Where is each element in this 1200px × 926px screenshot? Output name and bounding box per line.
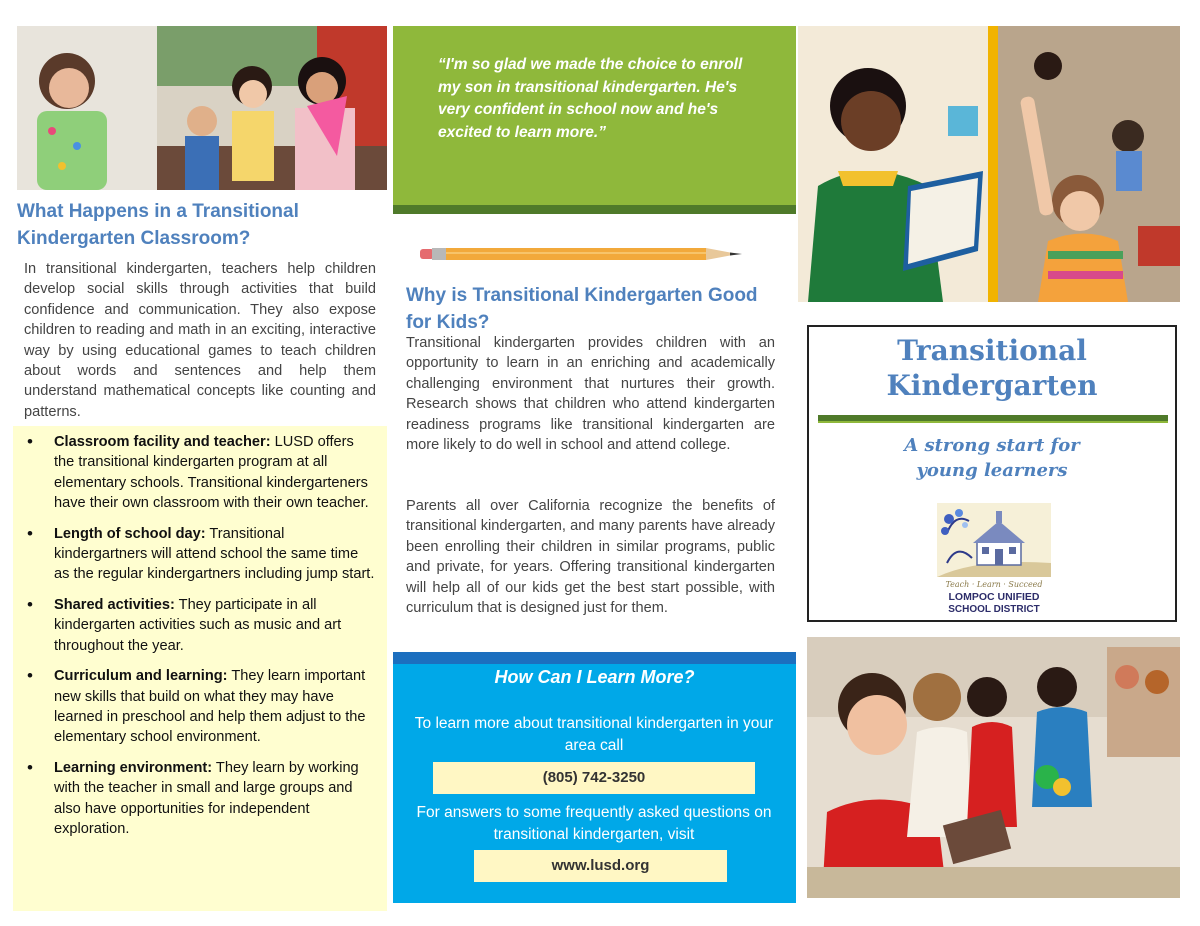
title-divider [818, 415, 1168, 423]
bullet-list [27, 432, 377, 839]
classroom-photo-girls-and-teacher [17, 26, 387, 190]
benefits-paragraph-1: Transitional kindergarten provides children with an opportunity to learn in an enriching and academically challenging environment that nurtures their growth. Research shows that children who attend kindergarten readiness programs like transitional kindergarten are more likely to do well in school and attend college. [406, 335, 775, 454]
pencil-icon [420, 244, 746, 264]
parent-quote: “I'm so glad we made the choice to enroll my son in transitional kindergarten. He's very confident in school now and he's excited to learn more.” [438, 56, 743, 141]
learn-call-text: To learn more about transitional kindergarten in your area call [414, 715, 774, 754]
title-line-2: Kindergarten [886, 369, 1098, 402]
learn-more-title: How Can I Learn More? [494, 667, 695, 687]
logo-name-line-2: SCHOOL DISTRICT [948, 604, 1040, 615]
quote-band [393, 205, 796, 214]
tagline [809, 433, 1175, 483]
middle-heading: Why is Transitional Kindergarten Good for Kids? [406, 285, 758, 333]
tagline-line-1: A strong start for [904, 435, 1080, 456]
list-item [27, 758, 377, 839]
list-item [27, 666, 377, 747]
bullet-title: Length of school day: [54, 525, 206, 542]
list-item [27, 524, 377, 585]
list-item [27, 432, 377, 513]
bullet-text: They participate in all kindergarten activities such as music and art throughout the year. [54, 597, 342, 654]
logo-motto: Teach · Learn · Succeed [945, 580, 1043, 589]
bullet-text: Transitional kindergartners will attend school the same time as the regular kindergartners including jump start. [54, 525, 375, 583]
bullet-text: They learn by working with the teacher in small and large groups and also have opportunities for independent exploration. [54, 760, 359, 838]
lusd-logo [937, 503, 1051, 617]
bullet-box [13, 426, 387, 911]
list-item [27, 595, 377, 656]
program-title [809, 333, 1175, 403]
title-line-1: Transitional [897, 334, 1087, 367]
children-music-class-photo [807, 637, 1180, 898]
reading-boy-and-raised-hand-photo [798, 26, 1180, 302]
benefits-paragraph-2: Parents all over California recognize the benefits of transitional kindergarten, and many parents have already been enrolling their children in similar programs, public and private, for years. Offering transitional kindergarten will help all of our kids get the best start possible, with curriculum that is designed just for them. [406, 498, 775, 617]
learn-more-band [393, 652, 796, 664]
tagline-line-2: young learners [916, 460, 1068, 481]
bullet-title: Shared activities: [54, 597, 175, 614]
bullet-title: Learning environment: [54, 760, 213, 777]
bullet-title: Classroom facility and teacher: [54, 434, 271, 450]
learn-faq-text: For answers to some frequently asked questions on transitional kindergarten, visit [416, 804, 772, 843]
bullet-title: Curriculum and learning: [54, 668, 228, 685]
left-heading: What Happens in a Transitional Kindergarten Classroom? [17, 201, 299, 249]
title-panel [807, 325, 1177, 622]
phone-number[interactable]: (805) 742-3250 [433, 762, 755, 794]
website-link[interactable]: www.lusd.org [474, 850, 727, 882]
bullet-text: LUSD offers the transitional kindergarten program at all elementary schools. Transitional kindergarteners have their own classroom with their own teacher. [54, 434, 369, 511]
left-intro-paragraph: In transitional kindergarten, teachers help children develop social skills through activities that build confidence and communication. They also expose children to reading and math in an exciting, interactive way by using educational games to teach children about words and sentences and help them understand mathematical concepts like counting and patterns. [24, 261, 376, 420]
bullet-text: They learn important new skills that build on what they may have learned in preschool and help them adjust to the elementary school environment. [54, 668, 366, 746]
logo-name-line-1: LOMPOC UNIFIED [948, 591, 1040, 603]
